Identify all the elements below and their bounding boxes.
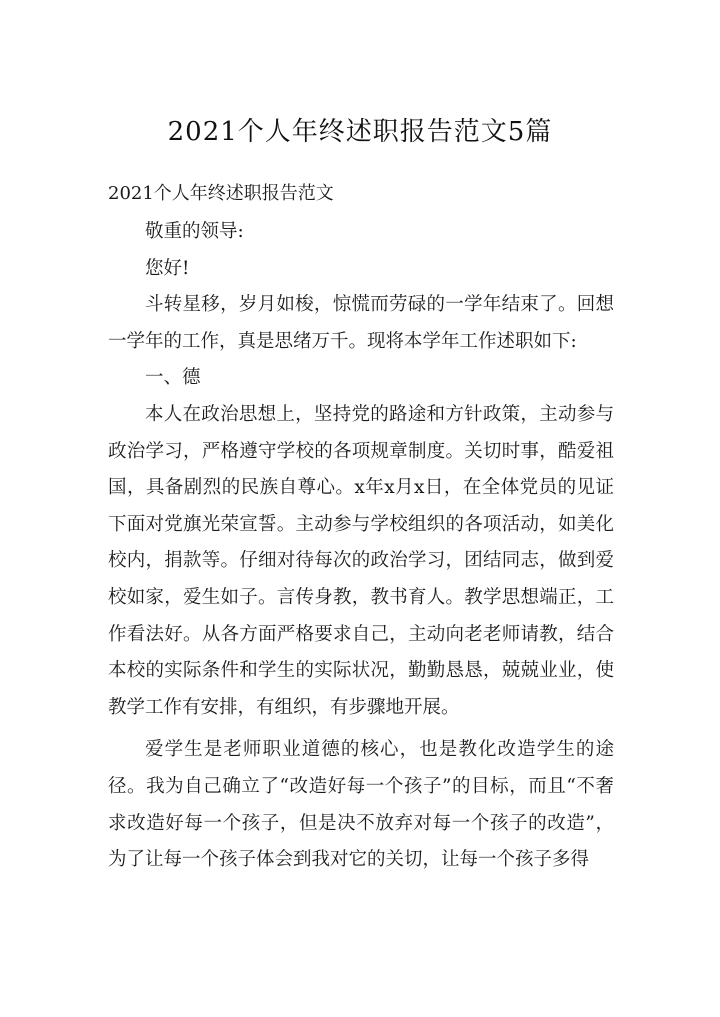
document-title: 2021个人年终述职报告范文5篇 [167,117,553,147]
greeting: 您好! [145,257,190,279]
document-subtitle: 2021个人年终述职报告范文 [108,183,334,204]
paragraph-politics: 本人在政治思想上，坚持党的路途和方针政策，主动参与政治学习，严格遵守学校的各项规章制度。关切时事，酷爱祖国，具备剧烈的民族自尊心。x年x月x日，在全体党员的见证下面对党旗光荣宣誓。主动参与学校组织的各项活动，如美化校内，捐款等。仔细对待每次的政治学习，团结同志，做到爱校如家，爱生如子。言传身教，教书育人。教学思想端正，工作看法好。从各方面严格要求自己，主动向老老师请教，结合本校的实际条件和学生的实际状况，勤勤恳恳，兢兢业业，使教学工作有安排，有组织，有步骤地开展。 [108,403,614,718]
document-body [108,214,614,879]
salutation: 敬重的领导: [145,221,244,242]
paragraph-intro: 斗转星移，岁月如梭，惊慌而劳碌的一学年结束了。回想一学年的工作，真是思绪万千。现将本学年工作述职如下: [108,294,614,352]
section-heading-morality: 一、德 [145,367,201,389]
paragraph-love-students: 爱学生是老师职业道德的核心，也是教化改造学生的途径。我为自己确立了“改造好每一个孩子”的目标，而且“不奢求改造好每一个孩子，但是决不放弃对每一个孩子的改造”，为了让每一个孩子体会到我对它的关切，让每一个孩子多得 [108,739,614,871]
